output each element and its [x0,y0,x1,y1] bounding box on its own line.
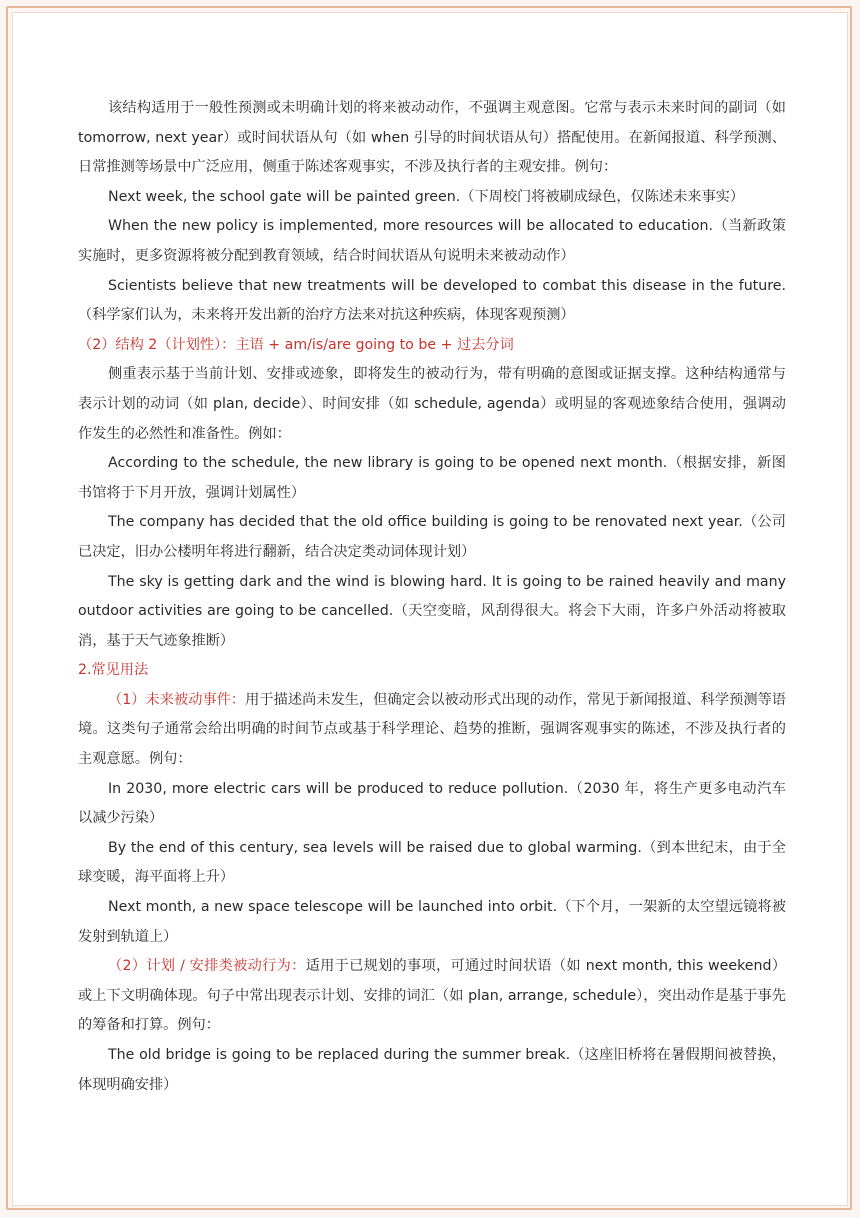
example-sentence: According to the schedule, the new library is going to be opened next month.（根据安排，新图书馆将于下月开放，强调计划属性） [78,455,786,501]
section-heading-common-usage: 2.常见用法 [78,662,149,679]
paragraph-text: 用于描述尚未发生，但确定会以被动形式出现的动作，常见于新闻报道、科学预测等语境。这类句子通常会给出明确的时间节点或基于科学理论、趋势的推断，强调客观事实的陈述，不涉及执行者的主观意愿。例句： [78,691,786,768]
paragraph-structure-2: 侧重表示基于当前计划、安排或迹象，即将发生的被动行为，带有明确的意图或证据支撑。这种结构通常与表示计划的动词（如 plan, decide）、时间安排（如 schedule, agenda）或明显的客观迹象结合使用，强调动作发生的必然性和准备性。例如： [78,366,786,442]
example-sentence: In 2030, more electric cars will be produced to reduce pollution.（2030 年，将生产更多电动汽车以减少污染） [78,780,786,827]
example-sentence: Scientists believe that new treatments will be developed to combat this disease in the future.（科学家们认为，未来将开发出新的治疗方法来对抗这种疾病，体现客观预测） [78,277,786,324]
section-heading-structure-2: （2）结构 2（计划性）：主语 + am/is/are going to be + 过去分词 [78,336,514,353]
example-sentence: The sky is getting dark and the wind is blowing hard. It is going to be rained heavily and many outdoor activities are going to be cancelled.（天空变暗，风刮得很大。将会下大雨，许多户外活动将被取消，基于天气迹象推断） [78,573,786,649]
subheading-future-passive: （1）未来被动事件： [108,691,246,708]
example-sentence: By the end of this century, sea levels will be raised due to global warming.（到本世纪末，由于全球变暖，海平面将上升） [78,839,786,886]
paragraph-planned-passive [78,952,786,1041]
paragraph-future-passive [78,686,786,775]
example-sentence: When the new policy is implemented, more resources will be allocated to education.（当新政策实施时，更多资源将被分配到教育领域，结合时间状语从句说明未来被动动作） [78,218,786,264]
document-content [78,94,786,1100]
paragraph-text: 适用于已规划的事项，可通过时间状语（如 next month, this weekend）或上下文明确体现。句子中常出现表示计划、安排的词汇（如 plan, arrange, schedule），突出动作是基于事先的筹备和打算。例句： [78,958,787,1034]
example-sentence: Next week, the school gate will be painted green.（下周校门将被刷成绿色，仅陈述未来事实） [108,188,745,205]
example-sentence: The old bridge is going to be replaced during the summer break.（这座旧桥将在暑假期间被替换，体现明确安排） [78,1047,786,1093]
subheading-planned-passive: （2）计划 / 安排类被动行为： [108,958,306,975]
example-sentence: Next month, a new space telescope will be launched into orbit.（下个月，一架新的太空望远镜将被发射到轨道上） [78,899,786,945]
example-sentence: The company has decided that the old office building is going to be renovated next year.（公司已决定，旧办公楼明年将进行翻新，结合决定类动词体现计划） [78,514,786,560]
paragraph-intro: 该结构适用于一般性预测或未明确计划的将来被动动作，不强调主观意图。它常与表示未来时间的副词（如 tomorrow, next year）或时间状语从句（如 when 引导的时间状语从句）搭配使用。在新闻报道、科学预测、日常推测等场景中广泛应用，侧重于陈述客观事实，不涉及执行者的主观安排。例句： [78,100,786,176]
